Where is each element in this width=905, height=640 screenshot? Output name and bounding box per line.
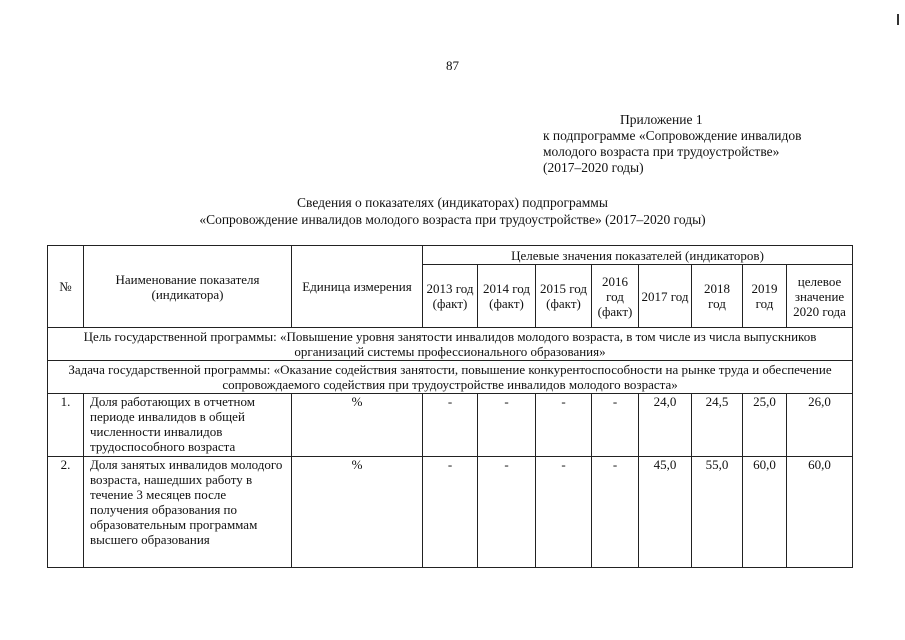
- header-year-target: целевое значение 2020 года: [787, 265, 853, 328]
- appendix-line-3: молодого возраста при трудоустройстве»: [543, 144, 780, 159]
- row-value: 60,0: [787, 457, 853, 568]
- header-unit: Единица измерения: [292, 246, 423, 328]
- row-value: 60,0: [743, 457, 787, 568]
- row-value: -: [423, 394, 478, 457]
- header-targets: Целевые значения показателей (индикаторов): [423, 246, 853, 265]
- header-year: 2019 год: [743, 265, 787, 328]
- title-line-1: Сведения о показателях (индикаторах) подпрограммы: [297, 195, 608, 210]
- row-value: 26,0: [787, 394, 853, 457]
- row-value: 55,0: [692, 457, 743, 568]
- goal-row: Цель государственной программы: «Повышение уровня занятости инвалидов молодого возраста, в том числе из числа выпускников организаций системы профессионального образования»: [48, 328, 853, 361]
- row-value: -: [592, 394, 639, 457]
- row-num: 1.: [48, 394, 84, 457]
- scan-edge-mark: [897, 14, 899, 25]
- header-year: 2016 год (факт): [592, 265, 639, 328]
- row-unit: %: [292, 394, 423, 457]
- document-title: [0, 194, 905, 228]
- page-number: 87: [446, 58, 459, 73]
- row-value: -: [423, 457, 478, 568]
- table-row: [48, 394, 853, 457]
- row-value: -: [478, 457, 536, 568]
- header-year: 2013 год (факт): [423, 265, 478, 328]
- task-row: Задача государственной программы: «Оказание содействия занятости, повышение конкурентоспособности на рынке труда и обеспечение сопровождаемого содействия при трудоустройстве инвалидов молодого возраста»: [48, 361, 853, 394]
- row-value: 24,0: [639, 394, 692, 457]
- row-value: -: [478, 394, 536, 457]
- row-unit: %: [292, 457, 423, 568]
- row-num: 2.: [48, 457, 84, 568]
- header-year: 2017 год: [639, 265, 692, 328]
- header-name: Наименование показателя (индикатора): [84, 246, 292, 328]
- header-num: №: [48, 246, 84, 328]
- table-row: [48, 457, 853, 568]
- title-line-2: «Сопровождение инвалидов молодого возраста при трудоустройстве» (2017–2020 годы): [199, 212, 706, 227]
- row-name: Доля занятых инвалидов молодого возраста, нашедших работу в течение 3 месяцев после получения образования по образовательным программам высшего образования: [84, 457, 292, 568]
- row-name: Доля работающих в отчетном периоде инвалидов в общей численности инвалидов трудоспособного возраста: [84, 394, 292, 457]
- row-value: 25,0: [743, 394, 787, 457]
- appendix-block: [543, 112, 801, 176]
- indicators-table: [47, 245, 853, 568]
- row-value: -: [536, 457, 592, 568]
- row-value: 24,5: [692, 394, 743, 457]
- row-value: -: [536, 394, 592, 457]
- row-value: -: [592, 457, 639, 568]
- header-year: 2015 год (факт): [536, 265, 592, 328]
- appendix-line-4: (2017–2020 годы): [543, 160, 644, 175]
- appendix-line-2: к подпрограмме «Сопровождение инвалидов: [543, 128, 802, 143]
- appendix-line-1: Приложение 1: [620, 112, 703, 127]
- header-year: 2018 год: [692, 265, 743, 328]
- row-value: 45,0: [639, 457, 692, 568]
- header-year: 2014 год (факт): [478, 265, 536, 328]
